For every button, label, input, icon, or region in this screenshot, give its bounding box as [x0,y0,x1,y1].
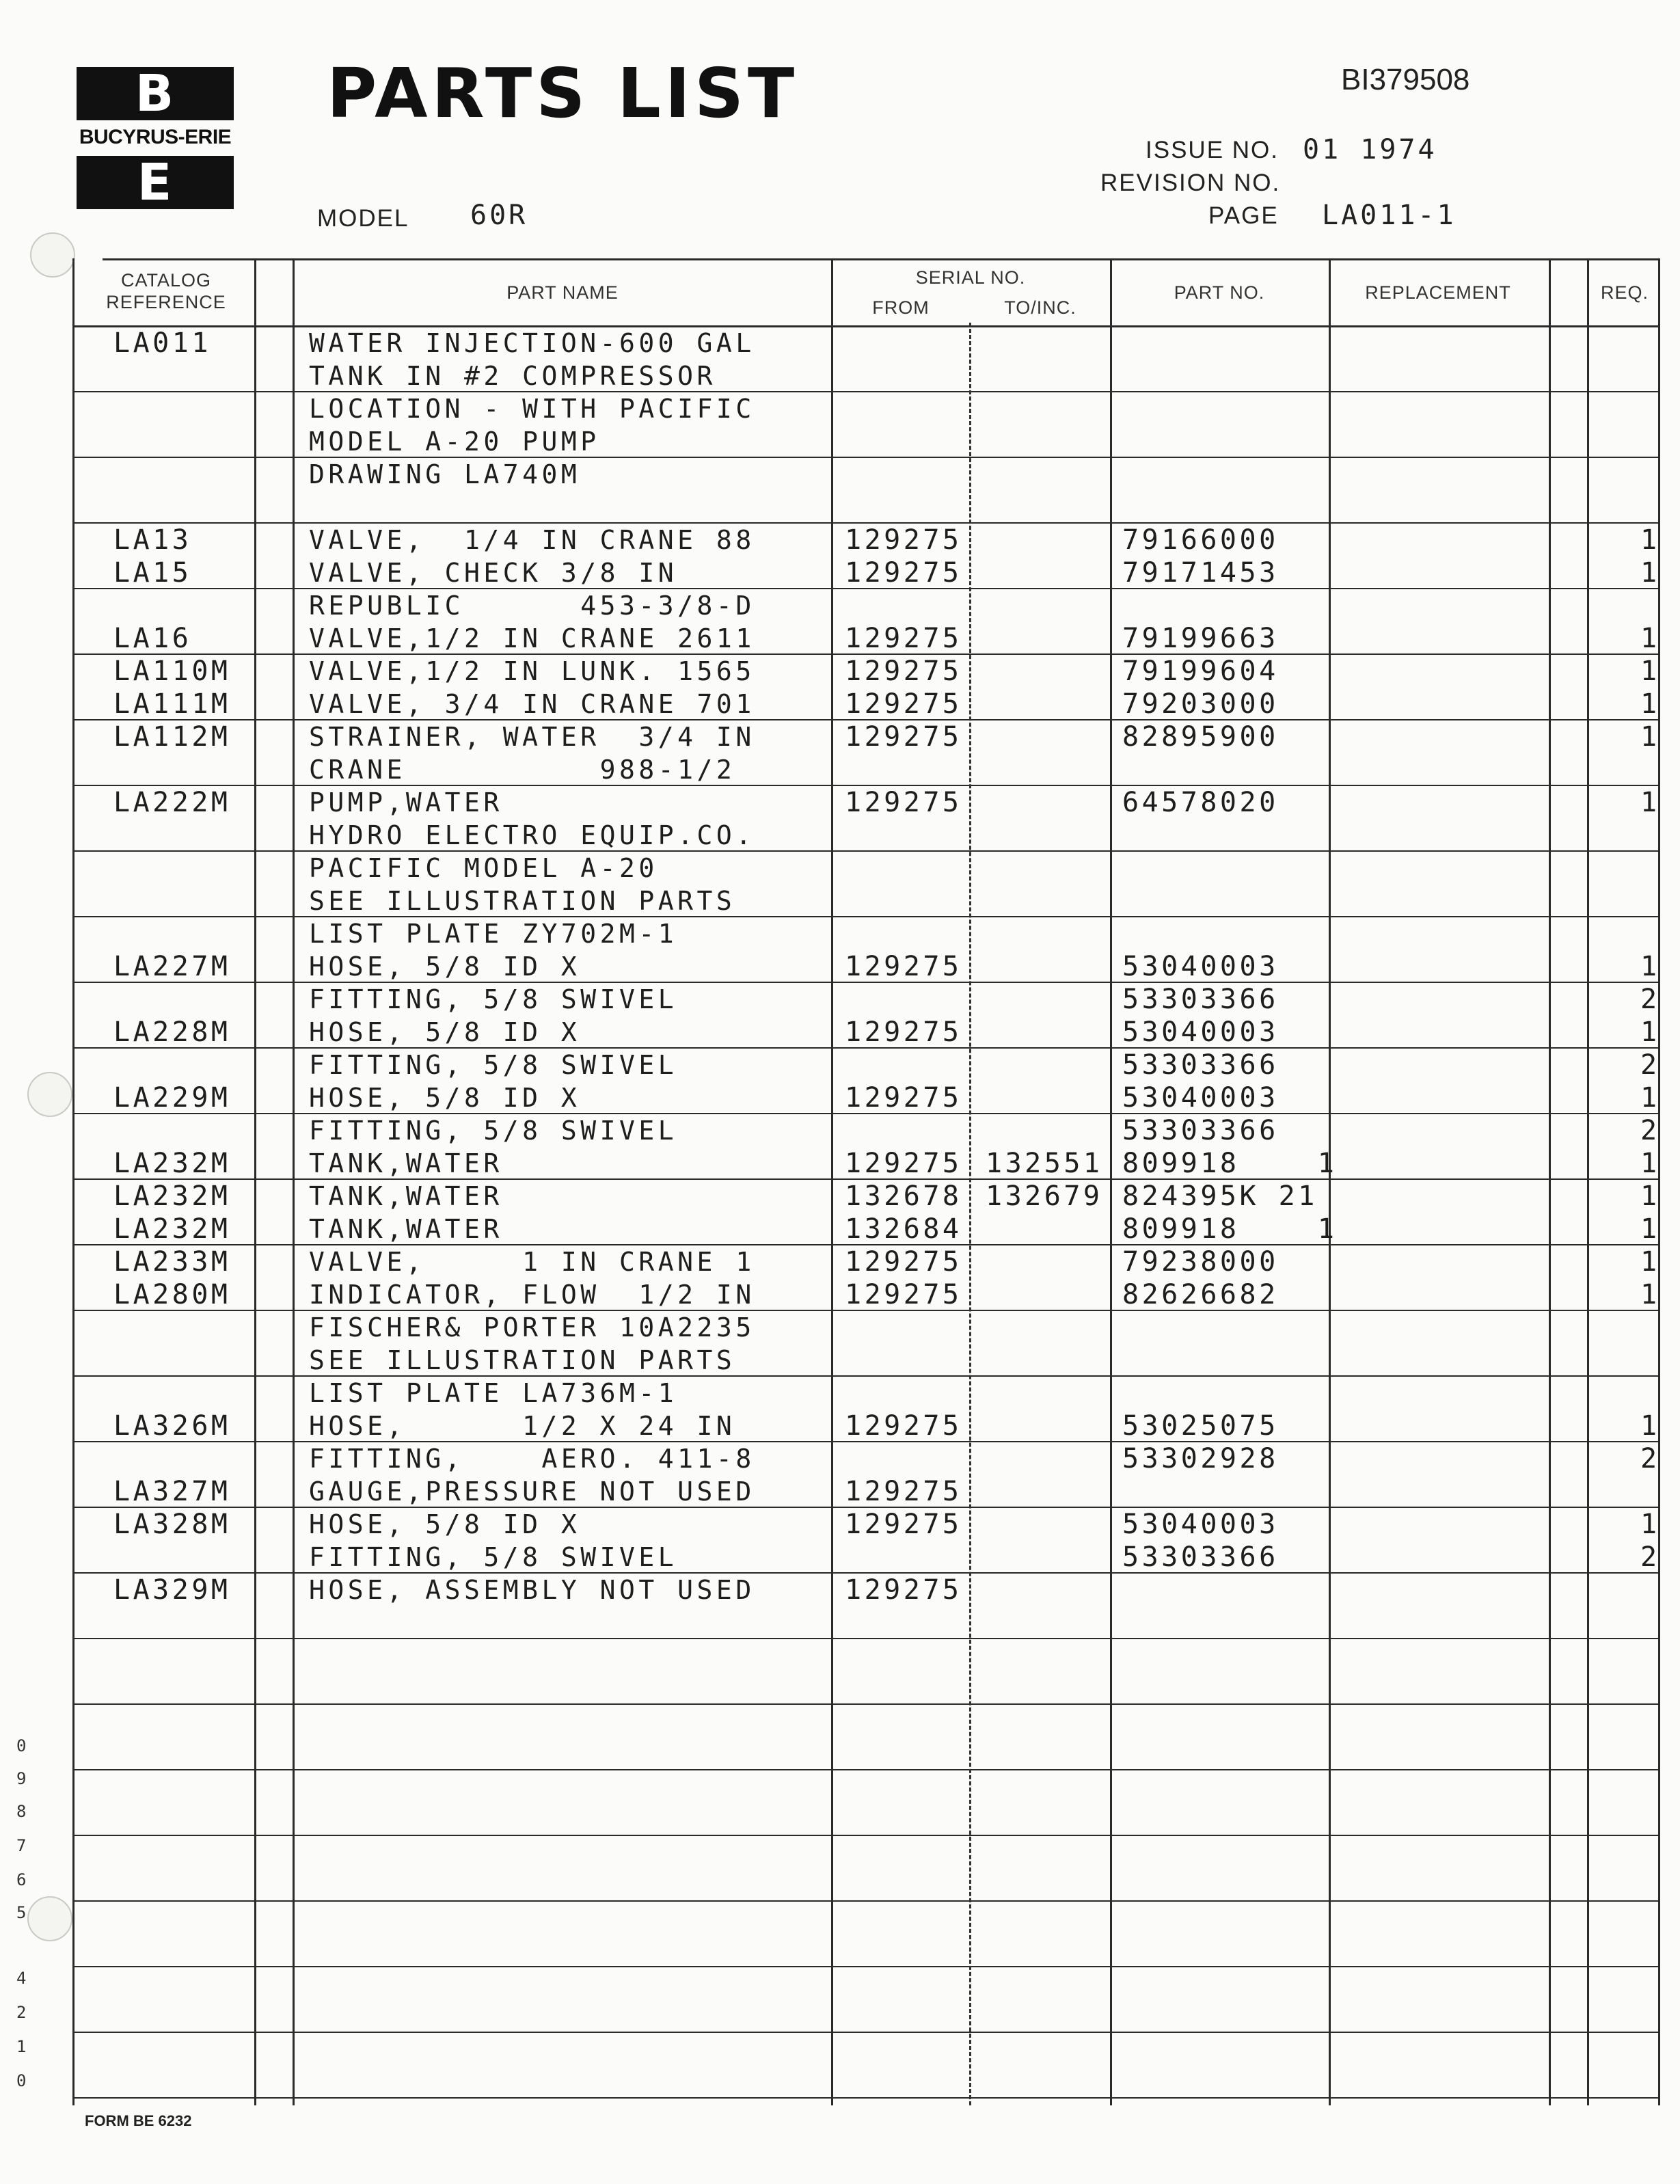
table-column-divider [1110,258,1112,2105]
catalog-ref-cell: LA326M [113,1410,231,1442]
part-no-cell: 79166000 [1122,524,1279,556]
serial-from-cell: 129275 [845,1509,962,1540]
part-no-cell: 53040003 [1122,951,1279,982]
part-no-cell: 82626682 [1122,1279,1279,1310]
issue-value: 01 1974 [1303,134,1437,165]
part-name-cell: FITTING, 5/8 SWIVEL [309,1542,678,1572]
margin-digit: 9 [16,1769,27,1788]
margin-digit: 2 [16,2003,27,2022]
serial-from-cell: 129275 [845,1476,962,1507]
part-name-cell: TANK,WATER [309,1181,503,1211]
part-name-cell: VALVE, 1 IN CRANE 1 [309,1247,755,1277]
col-header-serial-no: SERIAL NO. [915,267,1026,288]
part-name-cell: CRANE 988-1/2 [309,755,736,785]
req-cell: 2 [1640,1541,1660,1573]
serial-from-cell: 129275 [845,557,962,589]
req-cell: 1 [1640,1246,1660,1278]
bucyrus-erie-logo-b: B [77,67,234,120]
catalog-ref-cell: LA327M [113,1476,231,1507]
table-row-divider [72,1835,1658,1836]
catalog-ref-cell: LA228M [113,1016,231,1048]
part-name-cell: FISCHER& PORTER 10A2235 [309,1312,755,1343]
part-no-cell: 82895900 [1122,721,1279,753]
serial-from-cell: 132684 [845,1213,962,1245]
part-name-cell: DRAWING LA740M [309,459,581,489]
part-no-cell: 809918 1 [1122,1148,1338,1179]
part-name-cell: HOSE, 5/8 ID X [309,1509,581,1539]
table-column-divider [1329,258,1331,2105]
revision-label: REVISION NO. [1100,170,1281,196]
part-name-cell: WATER INJECTION-600 GAL [309,328,755,358]
part-name-cell: FITTING, 5/8 SWIVEL [309,984,678,1014]
catalog-ref-cell: LA13 [113,524,192,556]
catalog-ref-cell: LA232M [113,1181,231,1212]
col-header-catalog-reference: CATALOG REFERENCE [106,270,226,312]
part-no-cell: 79238000 [1122,1246,1279,1278]
req-cell: 1 [1640,1213,1660,1245]
model-label: MODEL [317,205,409,232]
catalog-ref-cell: LA233M [113,1246,231,1278]
model-value: 60R [470,200,528,231]
catalog-ref-cell: LA328M [113,1509,231,1540]
table-row-divider [72,2097,1658,2099]
margin-digit: 0 [16,1736,27,1755]
part-no-cell: 53040003 [1122,1082,1279,1114]
table-row-divider [72,1638,1658,1639]
req-cell: 1 [1640,524,1660,556]
bucyrus-erie-brand: BUCYRUS-ERIE [79,126,232,148]
serial-from-cell: 129275 [845,721,962,753]
serial-from-cell: 129275 [845,1279,962,1310]
part-name-cell: PACIFIC MODEL A-20 [309,853,658,883]
part-name-cell: MODEL A-20 PUMP [309,427,600,457]
table-column-divider [831,258,833,2105]
page-title: PARTS LIST [327,53,799,133]
part-no-cell: 53040003 [1122,1016,1279,1048]
col-header-req: REQ. [1600,282,1649,303]
table-row-divider [72,1769,1658,1770]
table-column-divider [1587,258,1589,2105]
part-name-cell: LIST PLATE LA736M-1 [309,1378,678,1408]
part-name-cell: HOSE, 5/8 ID X [309,952,581,982]
part-name-cell: SEE ILLUSTRATION PARTS [309,886,736,916]
part-no-cell: 53303366 [1122,984,1279,1015]
table-row-divider [72,1900,1658,1902]
catalog-ref-cell: LA227M [113,951,231,982]
part-no-cell: 53302928 [1122,1443,1279,1474]
table-column-divider [293,258,295,2105]
req-cell: 1 [1640,787,1660,818]
req-cell: 1 [1640,1016,1660,1048]
col-header-serial-from: FROM [872,297,930,318]
req-cell: 1 [1640,688,1660,720]
part-name-cell: FITTING, 5/8 SWIVEL [309,1116,678,1146]
part-name-cell: PUMP,WATER [309,787,503,818]
req-cell: 1 [1640,1279,1660,1310]
serial-from-cell: 132678 [845,1181,962,1212]
part-name-cell: FITTING, 5/8 SWIVEL [309,1050,678,1080]
part-name-cell: HOSE, 1/2 X 24 IN [309,1411,736,1441]
req-cell: 1 [1640,721,1660,753]
serial-from-cell: 129275 [845,1016,962,1048]
part-name-cell: HOSE, 5/8 ID X [309,1017,581,1047]
part-name-cell: VALVE,1/2 IN CRANE 2611 [309,623,755,653]
part-no-cell: 64578020 [1122,787,1279,818]
margin-digit: 7 [16,1836,27,1855]
req-cell: 2 [1640,984,1660,1015]
part-name-cell: INDICATOR, FLOW 1/2 IN [309,1280,755,1310]
serial-to-cell: 132551 [986,1148,1103,1179]
catalog-ref-cell: LA112M [113,721,231,753]
part-name-cell: FITTING, AERO. 411-8 [309,1444,755,1474]
part-no-cell: 53040003 [1122,1509,1279,1540]
document-id: BI379508 [1341,63,1470,96]
serial-from-cell: 129275 [845,524,962,556]
catalog-ref-cell: LA222M [113,787,231,818]
table-row-divider [72,1966,1658,1967]
catalog-ref-cell: LA011 [113,327,211,359]
table-row-divider [72,2032,1658,2033]
part-name-cell: STRAINER, WATER 3/4 IN [309,722,755,752]
part-name-cell: TANK,WATER [309,1214,503,1244]
col-header-part-name: PART NAME [506,282,619,303]
part-name-cell: VALVE, 3/4 IN CRANE 701 [309,689,755,719]
table-column-divider [1549,258,1551,2105]
part-no-cell: 79171453 [1122,557,1279,589]
req-cell: 1 [1640,1181,1660,1212]
req-cell: 1 [1640,1148,1660,1179]
serial-from-cell: 129275 [845,1148,962,1179]
part-no-cell: 809918 1 [1122,1213,1338,1245]
table-column-divider [254,258,256,2105]
part-no-cell: 79199663 [1122,623,1279,654]
part-name-cell: VALVE, CHECK 3/8 IN [309,558,678,588]
catalog-ref-cell: LA232M [113,1148,231,1179]
req-cell: 2 [1640,1443,1660,1474]
serial-to-cell: 132679 [986,1181,1103,1212]
margin-digit: 0 [16,2071,27,2090]
part-no-cell: 53025075 [1122,1410,1279,1442]
catalog-ref-cell: LA329M [113,1574,231,1606]
col-header-part-no: PART NO. [1174,282,1265,303]
req-cell: 1 [1640,1410,1660,1442]
catalog-ref-cell: LA280M [113,1279,231,1310]
part-name-cell: TANK IN #2 COMPRESSOR [309,361,716,391]
table-row-divider [72,1703,1658,1705]
col-header-serial-to: TO/INC. [1004,297,1076,318]
part-no-cell: 53303366 [1122,1049,1279,1081]
req-cell: 2 [1640,1049,1660,1081]
serial-column-divider [969,323,971,2105]
table-column-divider [72,258,74,2105]
req-cell: 1 [1640,1509,1660,1540]
part-name-cell: HYDRO ELECTRO EQUIP.CO. [309,820,755,850]
margin-digit: 8 [16,1802,27,1821]
serial-from-cell: 129275 [845,656,962,687]
page-value: LA011-1 [1322,200,1457,231]
part-no-cell: 824395K 21 [1122,1181,1318,1212]
form-number: FORM BE 6232 [85,2112,192,2129]
margin-digit: 1 [16,2037,27,2056]
margin-digit: 6 [16,1870,27,1889]
serial-from-cell: 129275 [845,1410,962,1442]
part-name-cell: VALVE,1/2 IN LUNK. 1565 [309,656,755,686]
part-name-cell: LIST PLATE ZY702M-1 [309,919,678,949]
table-top-border [103,258,1658,260]
req-cell: 2 [1640,1115,1660,1146]
req-cell: 1 [1640,951,1660,982]
catalog-ref-cell: LA232M [113,1213,231,1245]
part-name-cell: REPUBLIC 453-3/8-D [309,591,755,621]
serial-from-cell: 129275 [845,623,962,654]
catalog-ref-cell: LA15 [113,557,192,589]
part-name-cell: HOSE, ASSEMBLY NOT USED [309,1575,755,1605]
part-name-cell: LOCATION - WITH PACIFIC [309,394,755,424]
serial-from-cell: 129275 [845,1574,962,1606]
issue-label: ISSUE NO. [1146,137,1279,163]
part-name-cell: HOSE, 5/8 ID X [309,1083,581,1113]
serial-from-cell: 129275 [845,951,962,982]
req-cell: 1 [1640,623,1660,654]
part-name-cell: TANK,WATER [309,1148,503,1178]
margin-digit: 4 [16,1969,27,1988]
part-no-cell: 79199604 [1122,656,1279,687]
bucyrus-erie-logo-e: E [77,156,234,209]
serial-from-cell: 129275 [845,688,962,720]
part-no-cell: 79203000 [1122,688,1279,720]
catalog-ref-cell: LA16 [113,623,192,654]
req-cell: 1 [1640,557,1660,589]
req-cell: 1 [1640,656,1660,687]
catalog-ref-cell: LA110M [113,656,231,687]
page-label: PAGE [1208,202,1279,229]
catalog-ref-cell: LA111M [113,688,231,720]
part-name-cell: GAUGE,PRESSURE NOT USED [309,1477,755,1507]
part-name-cell: VALVE, 1/4 IN CRANE 88 [309,525,755,555]
col-header-replacement: REPLACEMENT [1365,282,1511,303]
part-no-cell: 53303366 [1122,1541,1279,1573]
part-name-cell: SEE ILLUSTRATION PARTS [309,1345,736,1375]
catalog-ref-cell: LA229M [113,1082,231,1114]
serial-from-cell: 129275 [845,1082,962,1114]
serial-from-cell: 129275 [845,787,962,818]
serial-from-cell: 129275 [845,1246,962,1278]
req-cell: 1 [1640,1082,1660,1114]
margin-digit: 5 [16,1903,27,1922]
part-no-cell: 53303366 [1122,1115,1279,1146]
